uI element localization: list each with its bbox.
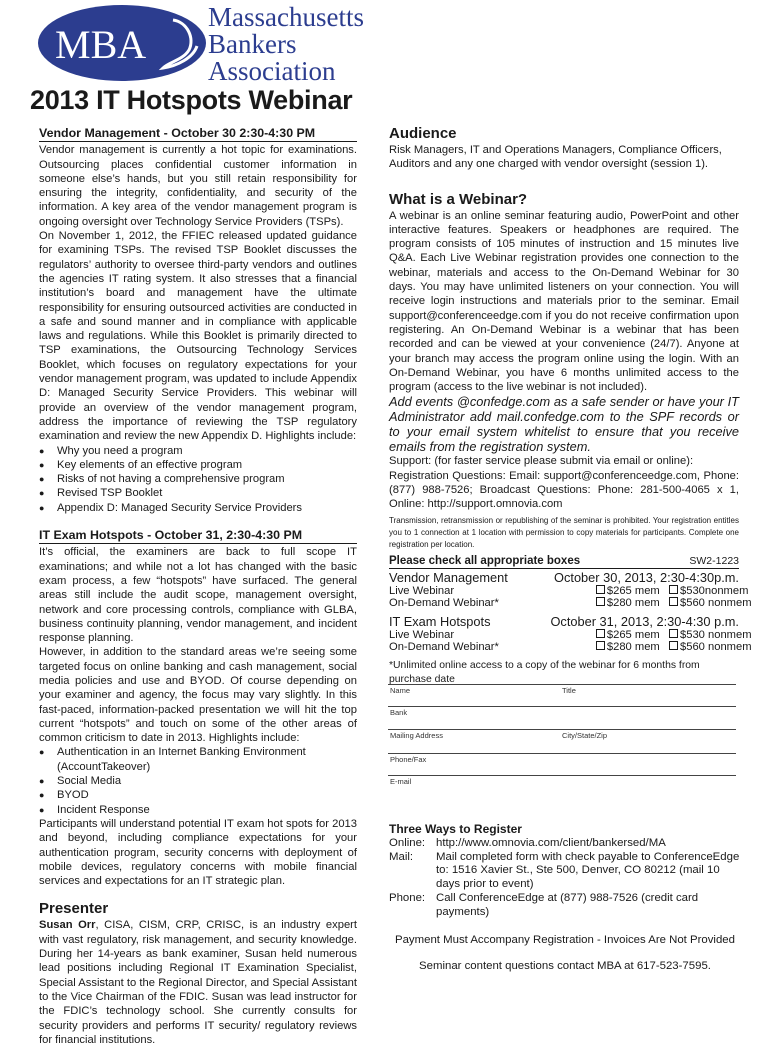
title-label: Title xyxy=(562,686,576,695)
presenter-bio xyxy=(39,918,357,1047)
list-item: ● Risks of not having a comprehensive program xyxy=(39,472,357,486)
nonmember-price: $560 nonmem xyxy=(680,641,752,654)
online-row xyxy=(389,837,741,851)
session-vendor xyxy=(389,571,739,585)
exam-paragraph-3: Participants will understand potential IT exam hot spots for 2013 and beyond, including compliance expectations for your authentication program, security concerns with deployment of mobile devices, regulatory concerns with mobile financial services and expectations for an IT strategic plan. xyxy=(39,817,357,888)
logo-abbr: MBA xyxy=(55,22,147,67)
member-checkbox[interactable] xyxy=(596,641,605,650)
ways-heading: Three Ways to Register xyxy=(389,822,522,836)
member-checkbox[interactable] xyxy=(596,585,605,594)
mba-logo xyxy=(37,2,209,82)
left-column xyxy=(39,126,357,1047)
mail-row xyxy=(389,851,741,892)
exam-paragraph-1: It’s official, the examiners are back to full scope IT examinations; and while not a lot has changed with the basic exam process, a few “hotspots” have surfaced. The general areas still include the audit scope, management oversight, network and core processing controls, compliance with GLBA, business continuity planning, vendor management, and incident response planning. xyxy=(39,546,357,645)
list-item: ● Why you need a program xyxy=(39,444,357,458)
right-column xyxy=(389,125,752,688)
nonmember-price: $560 nonmem xyxy=(680,597,752,610)
exam-highlights xyxy=(39,745,357,816)
member-price: $265 mem xyxy=(606,584,660,597)
address-label: Mailing Address xyxy=(390,731,443,740)
phone-field[interactable] xyxy=(388,753,736,754)
email-label: E-mail xyxy=(390,777,412,786)
phone-label: Phone/Fax xyxy=(390,755,427,764)
presenter-bio-text: , CISA, CISM, CRP, CRISC, is an industry expert with vast regulatory, risk management, and security knowledge. During her 14-years as bank examiner, Susan held numerous lead positions including Regional IT Examination Specialist, Special Assistant to the Regional Director, and Special Assistant to the Vice Chairman of the FDIC. Susan was lead instructor for the FDIC’s technology school. She currently consults for security providers and performs IT security/ regulatory reviews for financial institutions. xyxy=(39,919,357,1046)
list-item: ● Revised TSP Booklet xyxy=(39,486,357,500)
webinar-text: A webinar is an online seminar featuring audio, PowerPoint and other interactive features. Speakers or headphones are required. The program consists of 105 minutes of instruction and 15 minutes live Q&A. Each Live Webinar registration provides one connection to the webinar, materials and access to the On-Demand Webinar for 30 days. You may have unlimited listeners on your connection. You will receive login instructions and materials prior to the seminar. Email support@conferenceedge.com if you do not receive confirmation upon registering. An On-Demand Webinar is a webinar that has been recorded and can be viewed at your convenience (24/7). Anyone at your branch may access the program online using the login. With an On-Demand Webinar, you have 6 months unlimited access to the program (access to the live webinar is not included). xyxy=(389,209,739,394)
registration-header xyxy=(389,554,739,569)
member-price: $280 mem xyxy=(606,597,660,610)
safe-sender-note: Add events @confedge.com as a safe sender or have your IT Administrator add mail.confedge.com to the SPF records or to your email system whitelist to ensure that you receive emails from the registration system. xyxy=(389,394,739,455)
name-label: Name xyxy=(390,686,411,695)
nonmember-checkbox[interactable] xyxy=(669,585,678,594)
address-field[interactable] xyxy=(388,729,736,730)
mail-label: Mail: xyxy=(389,850,414,863)
document-title: 2013 IT Hotspots Webinar xyxy=(30,85,353,115)
support-detail: Registration Questions: Email: support@conferenceedge.com, Phone: (877) 988-7526; Broadcast Questions: Phone: 281-500-4065 x 1, Online: http://support.omnovia.com xyxy=(389,469,739,511)
contact-notice: Seminar content questions contact MBA at 617-523-7595. xyxy=(419,960,711,973)
session-title: Vendor Management xyxy=(389,569,508,585)
audience-heading: Audience xyxy=(389,125,457,142)
registration-methods xyxy=(389,823,741,974)
session-date: October 30, 2013, 2:30-4:30p.m. xyxy=(554,569,739,585)
member-price: $265 mem xyxy=(606,628,660,641)
list-item: ● Appendix D: Managed Security Service Providers xyxy=(39,501,357,515)
list-item: ● Social Media xyxy=(39,774,357,788)
price-row xyxy=(389,584,749,598)
webinar-heading: What is a Webinar? xyxy=(389,190,528,208)
nonmember-price: $530 nonmem xyxy=(680,628,752,641)
access-note: *Unlimited online access to a copy of the webinar for 6 months from purchase date xyxy=(389,659,700,686)
vendor-heading: Vendor Management - October 30 2:30-4:30 PM xyxy=(39,126,357,142)
org-name-line1: Massachusetts xyxy=(208,2,364,32)
registration-heading: Please check all appropriate boxes xyxy=(389,554,581,567)
list-item: ● Incident Response xyxy=(39,803,357,817)
presenter-heading: Presenter xyxy=(39,900,109,918)
price-row xyxy=(389,641,752,654)
vendor-paragraph-1: Vendor management is currently a hot topic for examinations. Outsourcing places confidential customer information in someone else’s hands, but you still retain responsibility for ensuring the integrity, confidentiality, and security of the information. A key area of the vendor management program is ongoing oversight over Technology Service Providers (TSPs). xyxy=(39,144,357,228)
option-label: Live Webinar xyxy=(389,584,455,597)
presenter-name: Susan Orr xyxy=(39,919,96,932)
vendor-highlights xyxy=(39,444,357,515)
nonmember-checkbox[interactable] xyxy=(669,641,678,650)
price-row xyxy=(389,628,752,642)
city-label: City/State/Zip xyxy=(562,731,608,740)
list-item: ● Authentication in an Internet Banking Environment (AccountTakeover) xyxy=(39,745,357,774)
name-field[interactable] xyxy=(388,684,736,685)
transmission-notice: Transmission, retransmission or republishing of the seminar is prohibited. Your registration entitles you to 1 connection at 1 location with permission to copy materials for participants. Complete one registration per location. xyxy=(389,515,739,549)
support-line: Support: (for faster service please submit via email or online): xyxy=(389,455,694,468)
email-field[interactable] xyxy=(388,775,736,776)
phone-row xyxy=(389,892,741,920)
exam-paragraph-2: However, in addition to the standard areas we’re seeing some targeted focus on online banking and cash management, social media policies and use and BYOD. Of course depending on your examiner and agency, the focus may vary slightly. In this fast-paced, information-packed presentation we will hit the top current “hotspots” and touch on some of the other areas of common criticism to date in 2013. Highlights include: xyxy=(39,646,357,745)
audience-text: Risk Managers, IT and Operations Managers, Compliance Officers, Auditors and any one charged with vendor oversight (session 1). xyxy=(389,144,722,171)
option-label: On-Demand Webinar* xyxy=(389,641,499,654)
nonmember-checkbox[interactable] xyxy=(669,629,678,638)
option-label: Live Webinar xyxy=(389,628,455,641)
session-date: October 31, 2013, 2:30-4:30 p.m. xyxy=(550,613,739,629)
member-checkbox[interactable] xyxy=(596,629,605,638)
mail-text: Mail completed form with check payable to ConferenceEdge to: 1516 Xavier St., Ste 500, Denver, CO 80212 (mail 10 days prior to event) xyxy=(436,850,740,891)
bank-field[interactable] xyxy=(388,706,736,707)
nonmember-checkbox[interactable] xyxy=(669,597,678,606)
registration-code: SW2-1223 xyxy=(689,554,739,567)
session-exam xyxy=(389,615,739,629)
list-item: ● BYOD xyxy=(39,788,357,802)
org-name-line3: Association xyxy=(208,56,336,86)
bank-label: Bank xyxy=(390,708,408,717)
online-label: Online: xyxy=(389,836,426,849)
session-title: IT Exam Hotspots xyxy=(389,613,491,629)
vendor-paragraph-2: On November 1, 2012, the FFIEC released updated guidance for examining TSPs. The revised TSP Booklet discusses the regulators’ authority to oversee third-party vendors and outlines the agencies IT rating system. It also stresses that a financial institution’s board and management have the ultimate responsibility for ensuring outsourced activities are conducted in a safe and sound manner and in compliance with applicable laws and regulations. While this Booklet is primarily directed to TSP examinations, the Outsourcing Technology Services Booklet, which focuses on regulatory expectations for your vendor management program, was updated to include Appendix D: Managed Security Service Providers. This webinar will provide an overview of the vendor management program, address the importance of reviewing the TSP regulatory examination and review the new Appendix D. Highlights include: xyxy=(39,230,357,443)
option-label: On-Demand Webinar* xyxy=(389,597,499,610)
member-checkbox[interactable] xyxy=(596,597,605,606)
phone-text: Call ConferenceEdge at (877) 988-7526 (credit card payments) xyxy=(436,891,699,918)
exam-heading: IT Exam Hotspots - October 31, 2:30-4:30 PM xyxy=(39,528,357,544)
nonmember-price: $530nonmem xyxy=(680,584,749,597)
payment-notice: Payment Must Accompany Registration - Invoices Are Not Provided xyxy=(395,933,735,946)
online-link[interactable]: http://www.omnovia.com/client/bankersed/MA xyxy=(436,836,666,849)
price-row xyxy=(389,597,752,610)
phone-method-label: Phone: xyxy=(389,891,426,904)
member-price: $280 mem xyxy=(606,641,660,654)
list-item: ● Key elements of an effective program xyxy=(39,458,357,472)
org-name-line2: Bankers xyxy=(208,29,297,59)
